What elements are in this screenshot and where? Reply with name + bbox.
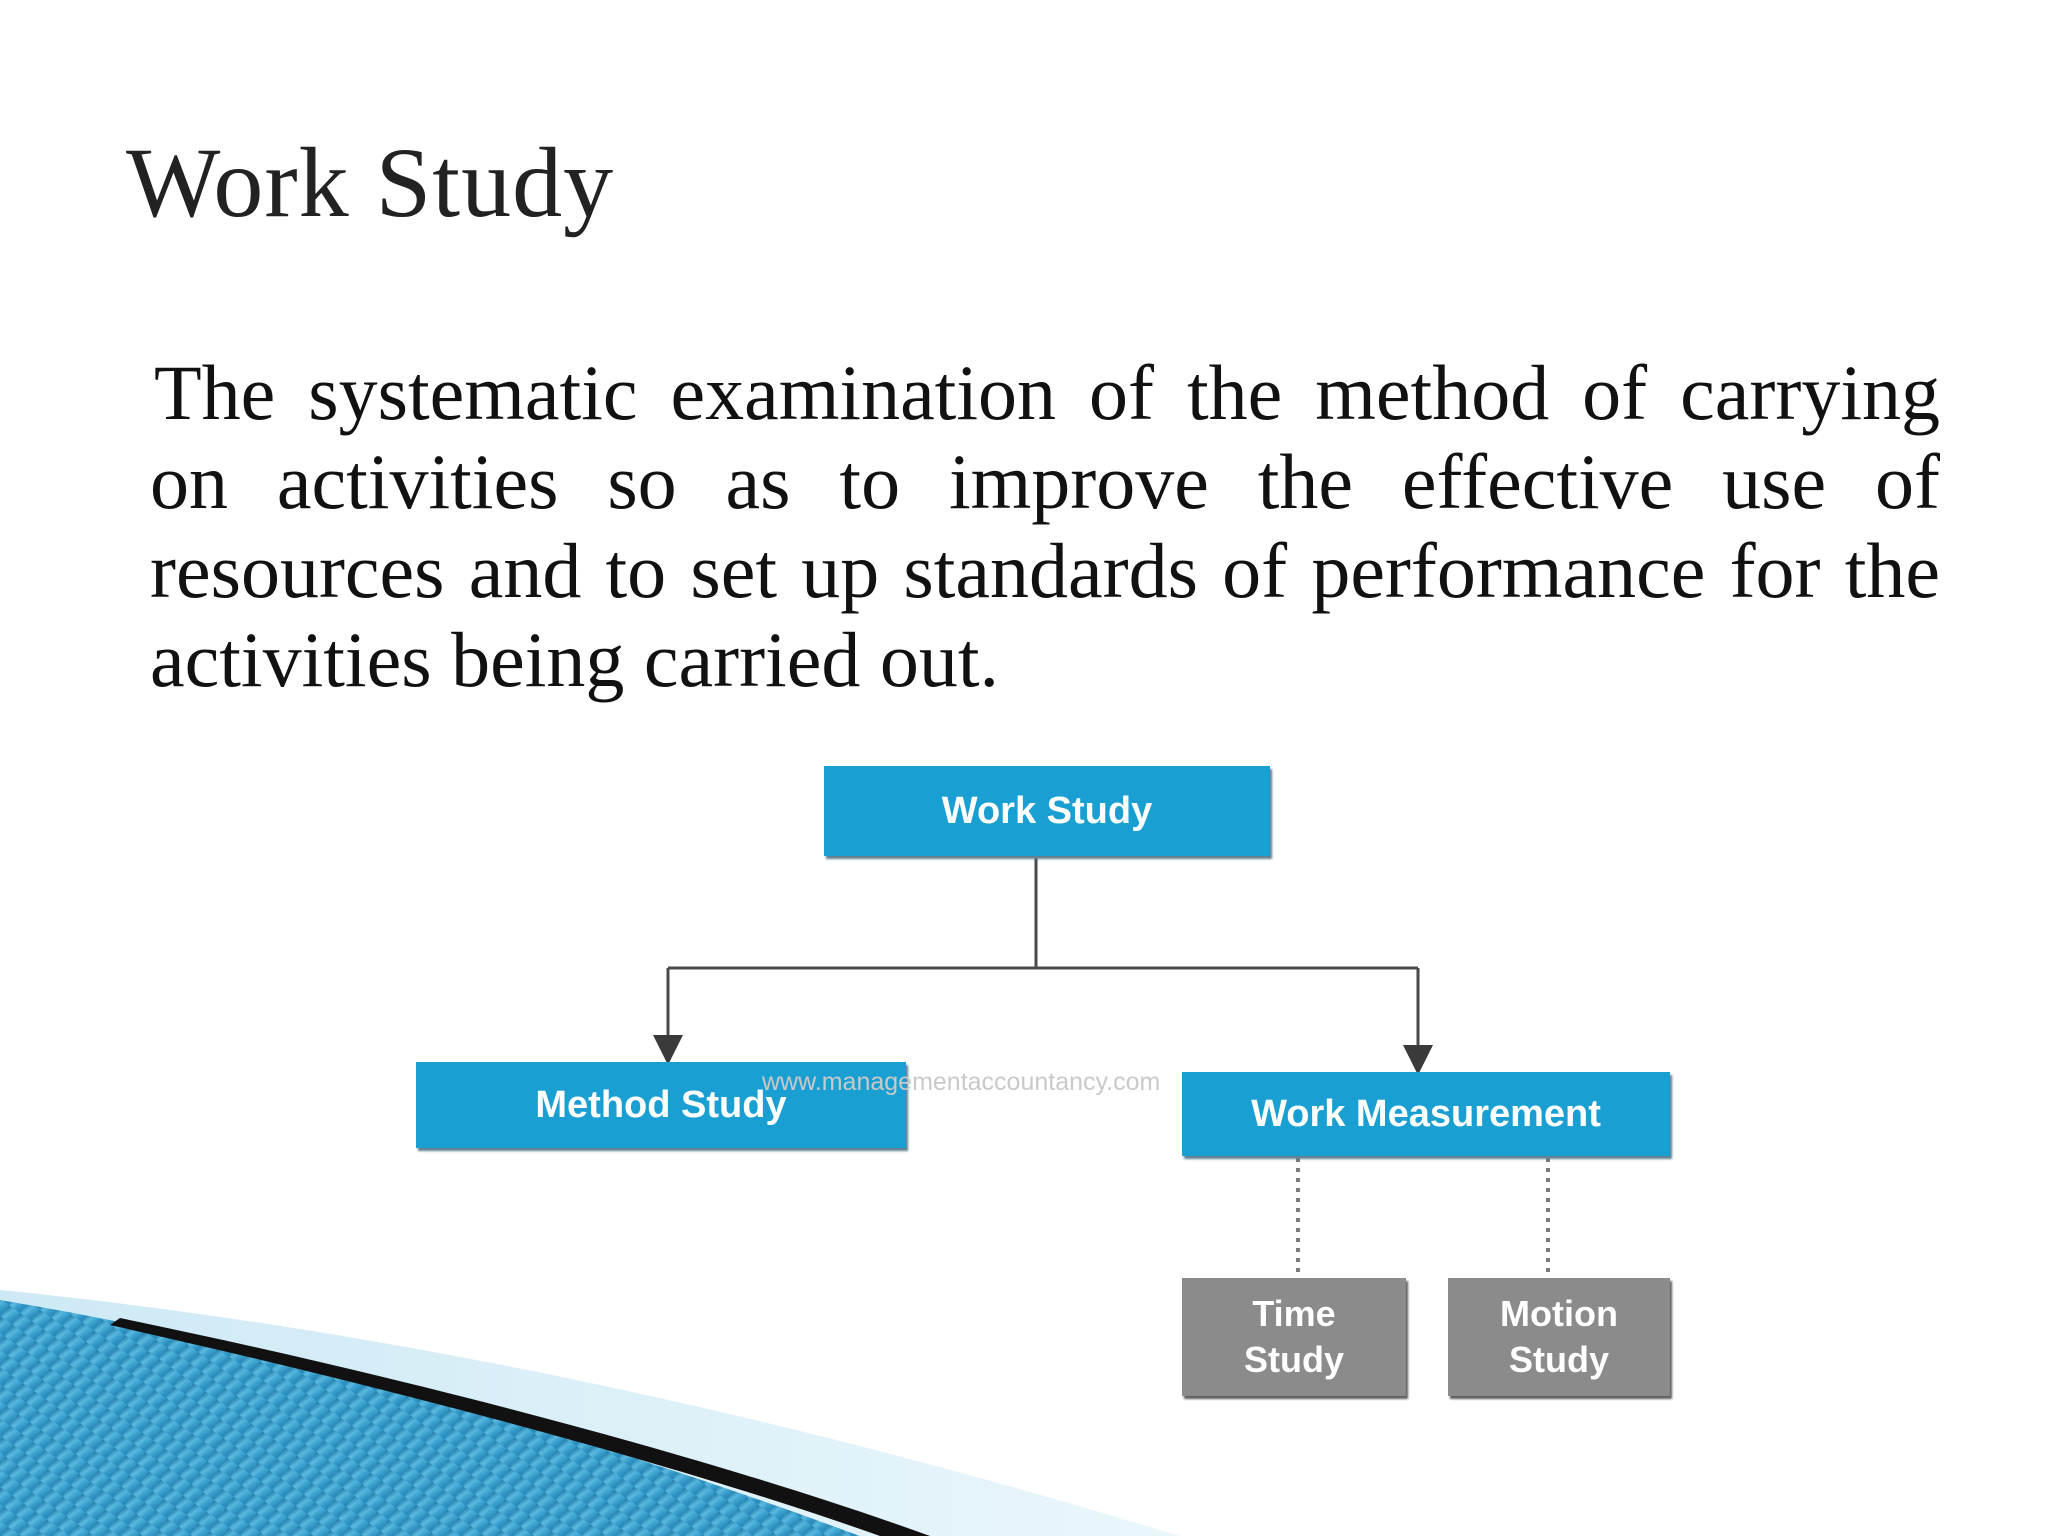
motion-study-node — [1448, 1278, 1670, 1396]
work-study-hierarchy-diagram — [400, 750, 1700, 1430]
motion-study-label-line2: Study — [1508, 1339, 1609, 1380]
work-study-node-label: Work Study — [941, 789, 1153, 832]
watermark-text: www.managementaccountancy.com — [762, 1068, 1161, 1096]
work-study-node — [824, 766, 1270, 856]
slide-title: Work Study — [126, 127, 615, 238]
time-study-node — [1182, 1278, 1406, 1396]
time-study-label-line2: Study — [1243, 1339, 1344, 1380]
work-measurement-node — [1182, 1072, 1670, 1156]
motion-study-label-line1: Motion — [1500, 1293, 1618, 1334]
time-study-label-line1: Time — [1252, 1293, 1336, 1334]
work-measurement-node-label: Work Measurement — [1251, 1092, 1601, 1135]
method-study-node-label: Method Study — [535, 1083, 787, 1126]
definition-text: The systematic examination of the method of carrying on activities so as to improve the effective use of resources and to set up standards of performance for the activities being carried out. — [150, 349, 1940, 703]
